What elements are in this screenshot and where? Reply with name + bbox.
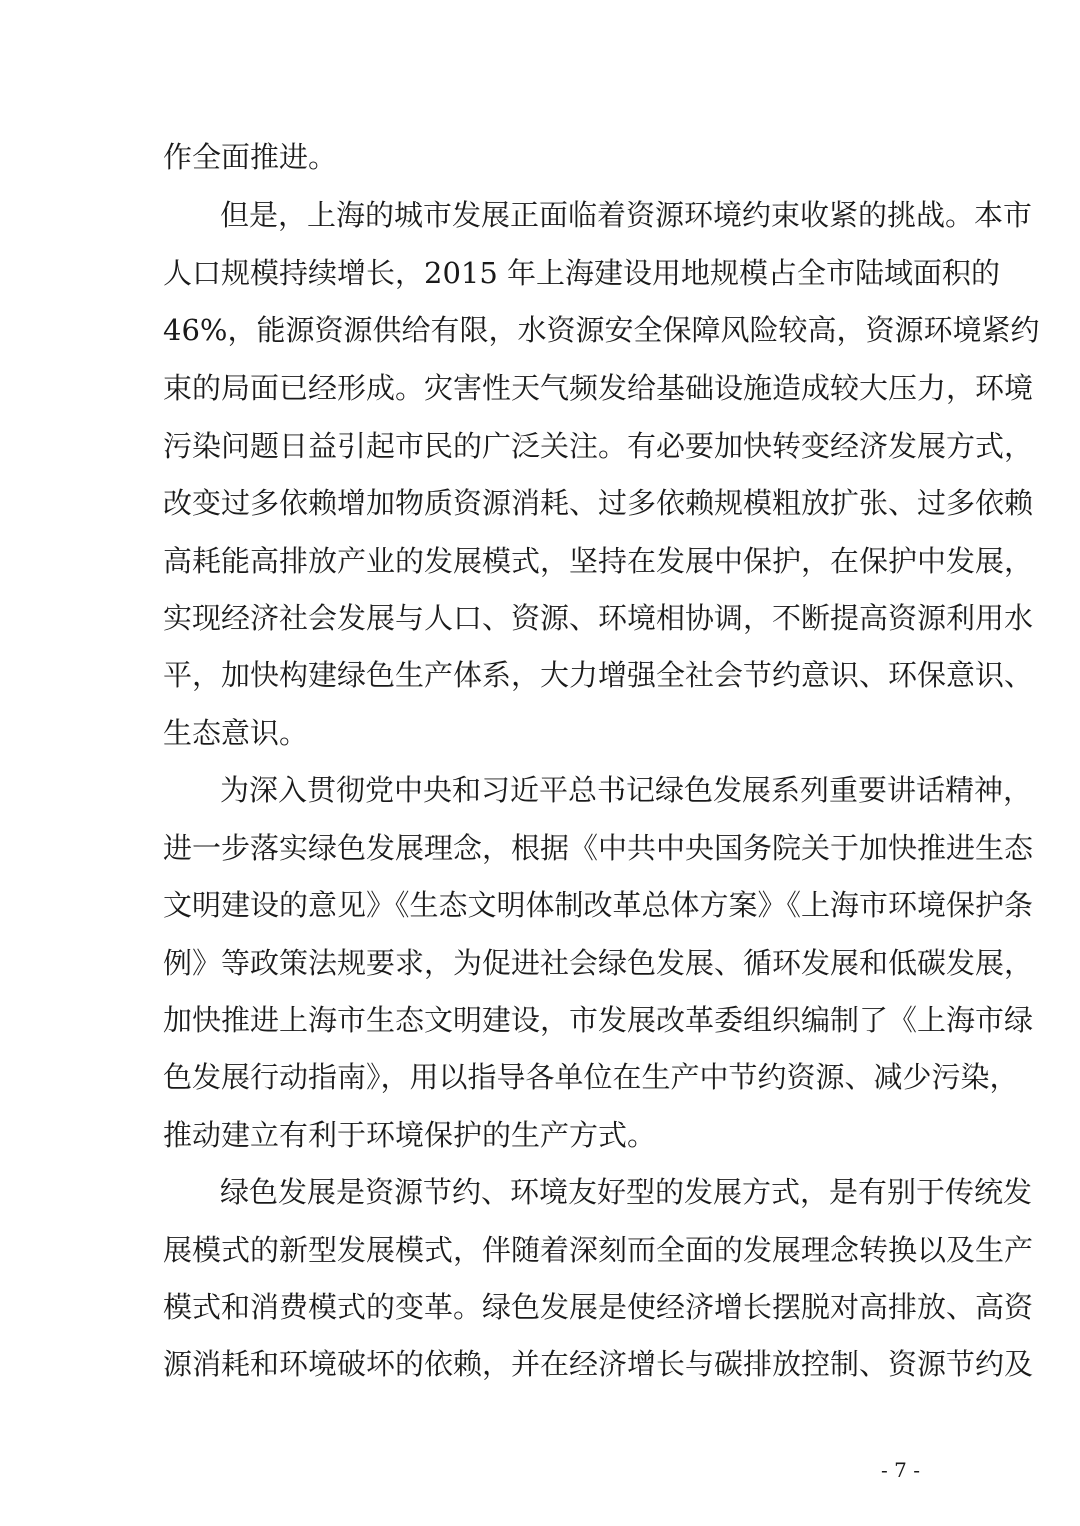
body-text-line: 加快推进上海市生态文明建设，市发展改革委组织编制了《上海市绿 bbox=[163, 1003, 1034, 1037]
page-number: - 7 - bbox=[881, 1458, 920, 1482]
body-text-line: 生态意识。 bbox=[163, 716, 309, 750]
body-text-line: 改变过多依赖增加物质资源消耗、过多依赖规模粗放扩张、过多依赖 bbox=[163, 486, 1034, 520]
body-text-line: 绿色发展是资源节约、环境友好型的发展方式，是有别于传统发 bbox=[220, 1175, 1033, 1209]
body-text-line: 推动建立有利于环境保护的生产方式。 bbox=[163, 1118, 657, 1152]
body-text-line: 污染问题日益引起市民的广泛关注。有必要加快转变经济发展方式， bbox=[163, 429, 1034, 463]
body-text-line: 展模式的新型发展模式，伴随着深刻而全面的发展理念转换以及生产 bbox=[163, 1233, 1034, 1267]
body-text-line: 进一步落实绿色发展理念，根据《中共中央国务院关于加快推进生态 bbox=[163, 831, 1034, 865]
body-text-line: 46%，能源资源供给有限，水资源安全保障风险较高，资源环境紧约 bbox=[163, 313, 1040, 347]
body-text-line: 束的局面已经形成。灾害性天气频发给基础设施造成较大压力，环境 bbox=[163, 371, 1034, 405]
body-text-line: 但是，上海的城市发展正面临着资源环境约束收紧的挑战。本市 bbox=[220, 198, 1033, 232]
body-text-line: 模式和消费模式的变革。绿色发展是使经济增长摆脱对高排放、高资 bbox=[163, 1290, 1034, 1324]
body-text-line: 人口规模持续增长，2015 年上海建设用地规模占全市陆域面积的 bbox=[163, 256, 1001, 290]
body-text-line: 源消耗和环境破坏的依赖，并在经济增长与碳排放控制、资源节约及 bbox=[163, 1347, 1034, 1381]
body-text-line: 作全面推进。 bbox=[163, 140, 338, 174]
body-text-line: 文明建设的意见》《生态文明体制改革总体方案》《上海市环境保护条 bbox=[163, 888, 1034, 922]
body-text-line: 平，加快构建绿色生产体系，大力增强全社会节约意识、环保意识、 bbox=[163, 658, 1034, 692]
body-text-line: 为深入贯彻党中央和习近平总书记绿色发展系列重要讲话精神， bbox=[220, 773, 1033, 807]
body-text-line: 高耗能高排放产业的发展模式，坚持在发展中保护，在保护中发展， bbox=[163, 544, 1034, 578]
body-text-line: 例》等政策法规要求，为促进社会绿色发展、循环发展和低碳发展， bbox=[163, 946, 1034, 980]
body-text-line: 色发展行动指南》，用以指导各单位在生产中节约资源、减少污染， bbox=[163, 1060, 1019, 1094]
body-text-line: 实现经济社会发展与人口、资源、环境相协调，不断提高资源利用水 bbox=[163, 601, 1034, 635]
